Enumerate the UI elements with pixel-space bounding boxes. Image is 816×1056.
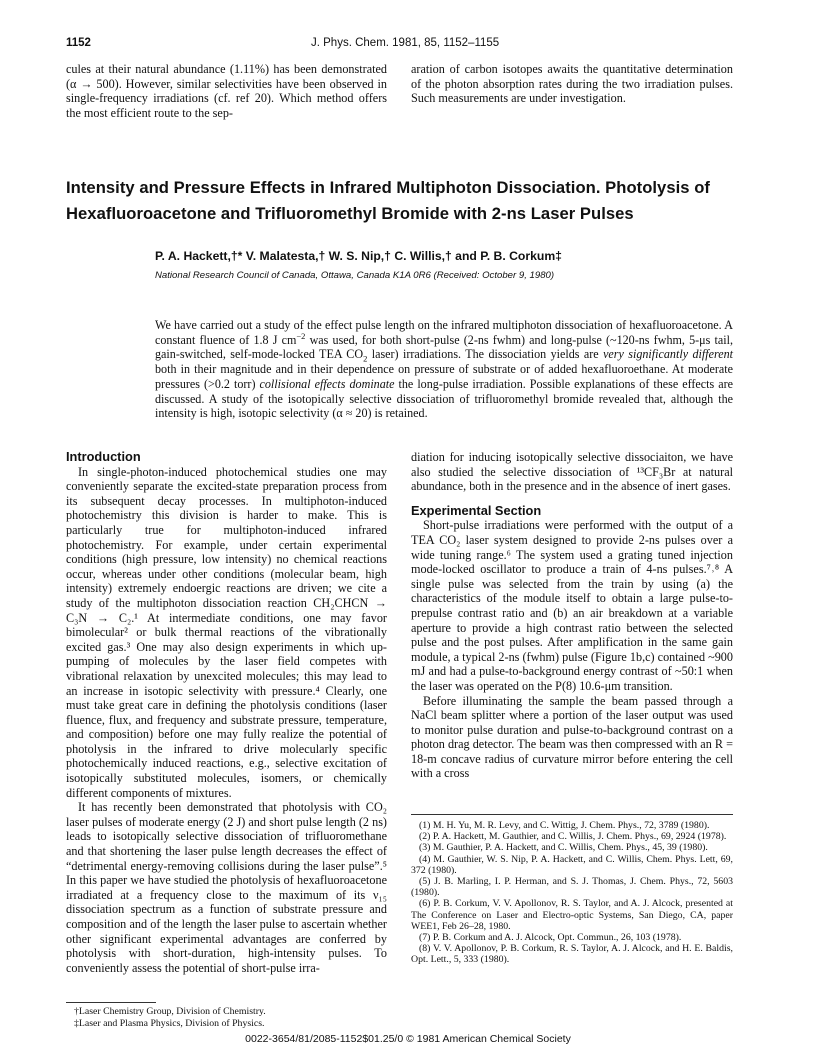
introduction-paragraph-2: It has recently been demonstrated that photolysis with CO₂ laser pulses of moderate energy (2 J) and short pulse length (2 ns) leads to isotopically selective dissociation of trifluoromethane and that shortening the laser pulse length decreases the effect of “detrimental energy-removing collisions during the laser pulse”.⁵ In this paper we have studied the photolysis of hexafluoroacetone irradiated at a frequency close to the maximum of its ν₁₅ dissociation spectrum as a function of substrate pressure and composition and of the length the laser pulse to ascertain whether other significant experimental advantages are conferred by photolysis with short-duration, high-intensity pulses. To conveniently assess the potential of short-pulse irra- [66, 800, 387, 975]
reference-item: (4) M. Gauthier, W. S. Nip, P. A. Hackett, and C. Willis, Chem. Phys. Lett, 69, 372 (1980). [411, 853, 733, 876]
right-column [411, 450, 733, 781]
footnotes [66, 1006, 387, 1030]
article-title-line1: Intensity and Pressure Effects in Infrared Multiphoton Dissociation. Photolysis of [66, 178, 710, 197]
introduction-paragraph-3: diation for inducing isotopically selective dissociaiton, we have also studied the selective dissociation of ¹³CF₃Br at natural abundance, both in the presence and in the absence of inert gases. [411, 450, 733, 494]
abstract-part2: was used, for both short-pulse (2-ns fwhm) and long-pulse (~120-ns fwhm, 5-μs tail, gain-switched, self-mode-locked TEA CO [155, 332, 733, 362]
journal-citation: J. Phys. Chem. 1981, 85, 1152–1155 [311, 37, 500, 49]
introduction-heading: Introduction [66, 449, 141, 464]
prev-article-left [66, 62, 387, 120]
abstract-emph2: collisional effects dominate [259, 376, 395, 391]
article-title-line2: Hexafluoroacetone and Trifluoromethyl Bromide with 2-ns Laser Pulses [66, 204, 634, 223]
page-number: 1152 [66, 37, 91, 49]
abstract-sup1: −2 [296, 330, 306, 341]
abstract-part5: the long-pulse irradiation. Possible explanations of these effects are discussed. A study of the isotopically selective dissociation of trifluoromethyl bromide revealed that, although the intensity is high, isotopic selectivity (α ≈ 20) is retained. [155, 376, 734, 421]
abstract-part4: both in their magnitude and in their dependence on pressure of substrate or of added hexafluoroethane. At moderate pressures (>0.2 torr) [155, 362, 733, 391]
abstract [155, 318, 733, 421]
references-list [411, 820, 733, 966]
abstract-emph1: very significantly different [603, 347, 733, 362]
footnote-rule [66, 1002, 156, 1003]
reference-item: (7) P. B. Corkum and A. J. Alcock, Opt. Commun., 26, 103 (1978). [419, 932, 682, 944]
copyright-footer: 0022-3654/81/2085-1152$01.25/0 © 1981 American Chemical Society [245, 1033, 571, 1045]
introduction-paragraph-1: In single-photon-induced photochemical studies one may conveniently separate the excited-state preparation process from its subsequent decay processes. In multiphoton-induced photochemistry this division is harder to make. This is particularly true for multiphoton-induced infrared photochemistry. For example, under certain experimental conditions (high pressure, low intensity) no chemical reactions occur, whereas under other conditions (molecular beam, high intensity) extremely endoergic reactions are driven; we cite a study of the multiphoton dissociation reaction CH₂CHCN → C₃N → C₂.¹ At intermediate conditions, one may favor bimolecular² or bulk thermal reactions of the vibrationally excited gas.³ One may also design experiments in which up-pumping of molecules by the laser field competes with vibrational relaxation by unexcited molecules; this may lead to an increase in isotopic selectivity with pressure.⁴ Clearly, one must take great care in defining the photolysis conditions (laser fluence, flux, and frequency and substrate pressure, temperature, and composition) before one may fully realize the potential of photolysis in the infrared to drive molecularly specific photochemically induced reactions, e.g., selective excitation of isotopically substituted molecules, isomers, or chemically different components of mixtures. [66, 464, 387, 800]
experimental-paragraph-2: Before illuminating the sample the beam passed through a NaCl beam splitter where a portion of the laser output was used to monitor pulse duration and pulse-to-background contrast on a photon drag detector. The beam was then compressed with an R = 18-m concave radius of curvature mirror before entering the cell with a cross [411, 693, 733, 781]
abstract-part1: We have carried out a study of the effect pulse length on the infrared multiphoton dissociation of hexafluoroacetone. A constant fluence of 1.8 J cm [155, 318, 733, 347]
experimental-heading: Experimental Section [411, 502, 542, 518]
reference-item: (3) M. Gauthier, P. A. Hackett, and C. Willis, Chem. Phys., 45, 39 (1980). [419, 842, 708, 854]
reference-item: (5) J. B. Marling, I. P. Herman, and S. J. Thomas, J. Chem. Phys., 72, 5603 (1980). [411, 876, 733, 899]
prev-article-left-text: cules at their natural abundance (1.11%) has been demonstrated (α → 500). However, similar selectivities have been observed in single-frequency irradiations (cf. ref 20). Which method offers the most efficient route to the sep- [66, 62, 387, 120]
author-list: P. A. Hackett,†* V. Malatesta,† W. S. Nip,† C. Willis,† and P. B. Corkum‡ [155, 249, 562, 263]
abstract-part3: laser) irradiations. The dissociation yields are [367, 347, 604, 362]
prev-article-right-text: aration of carbon isotopes awaits the quantitative determination of the photon absorption rates during the two irradiation pulses. Such measurements are under investigation. [411, 62, 733, 106]
reference-item: (6) P. B. Corkum, V. V. Apollonov, R. S. Taylor, and A. J. Alcock, presented at The Conference on Laser and Electro-optic Systems, San Diego, CA, paper WEE1, Feb 26–28, 1980. [411, 898, 733, 932]
footnote-dagger: †Laser Chemistry Group, Division of Chemistry. [74, 1006, 266, 1017]
abstract-sub1: 2 [363, 353, 368, 364]
affiliation: National Research Council of Canada, Ottawa, Canada K1A 0R6 (Received: October 9, 1980) [155, 270, 555, 281]
reference-item: (8) V. V. Apollonov, P. B. Corkum, R. S. Taylor, A. J. Alcock, and H. E. Baldis, Opt. Lett., 5, 333 (1980). [411, 943, 733, 966]
introduction-section [66, 450, 387, 975]
abstract-text [155, 318, 733, 421]
references-rule [411, 814, 733, 815]
article-title [66, 175, 746, 227]
footnote-ddagger: ‡Laser and Plasma Physics, Division of Physics. [74, 1018, 265, 1029]
experimental-paragraph-1: Short-pulse irradiations were performed with the output of a TEA CO₂ laser system designed to provide 2-ns pulses over a wide tuning range.⁶ The system used a grating tuned injection mode-locked oscillator to produce a train of 4-ns pulses.⁷˒⁸ A single pulse was selected from the train by using (a) the characteristics of the module itself to obtain a large pulse-to-prepulse contrast ratio and (b) an air breakdown at a variable aperture to provide a high contrast ratio between the selected pulse and the post pulses. After amplification in the same gain module, a typical 2-ns (fwhm) pulse (Figure 1b,c) contained ~900 mJ and had a pulse-to-background energy contrast of ~50:1 when the laser was operated on the P(8) 10.6-μm transition. [411, 518, 733, 693]
prev-article-right [411, 62, 733, 106]
reference-item: (2) P. A. Hackett, M. Gauthier, and C. Willis, J. Chem. Phys., 69, 2924 (1978). [419, 831, 727, 843]
reference-item: (1) M. H. Yu, M. R. Levy, and C. Wittig, J. Chem. Phys., 72, 3789 (1980). [419, 820, 710, 831]
